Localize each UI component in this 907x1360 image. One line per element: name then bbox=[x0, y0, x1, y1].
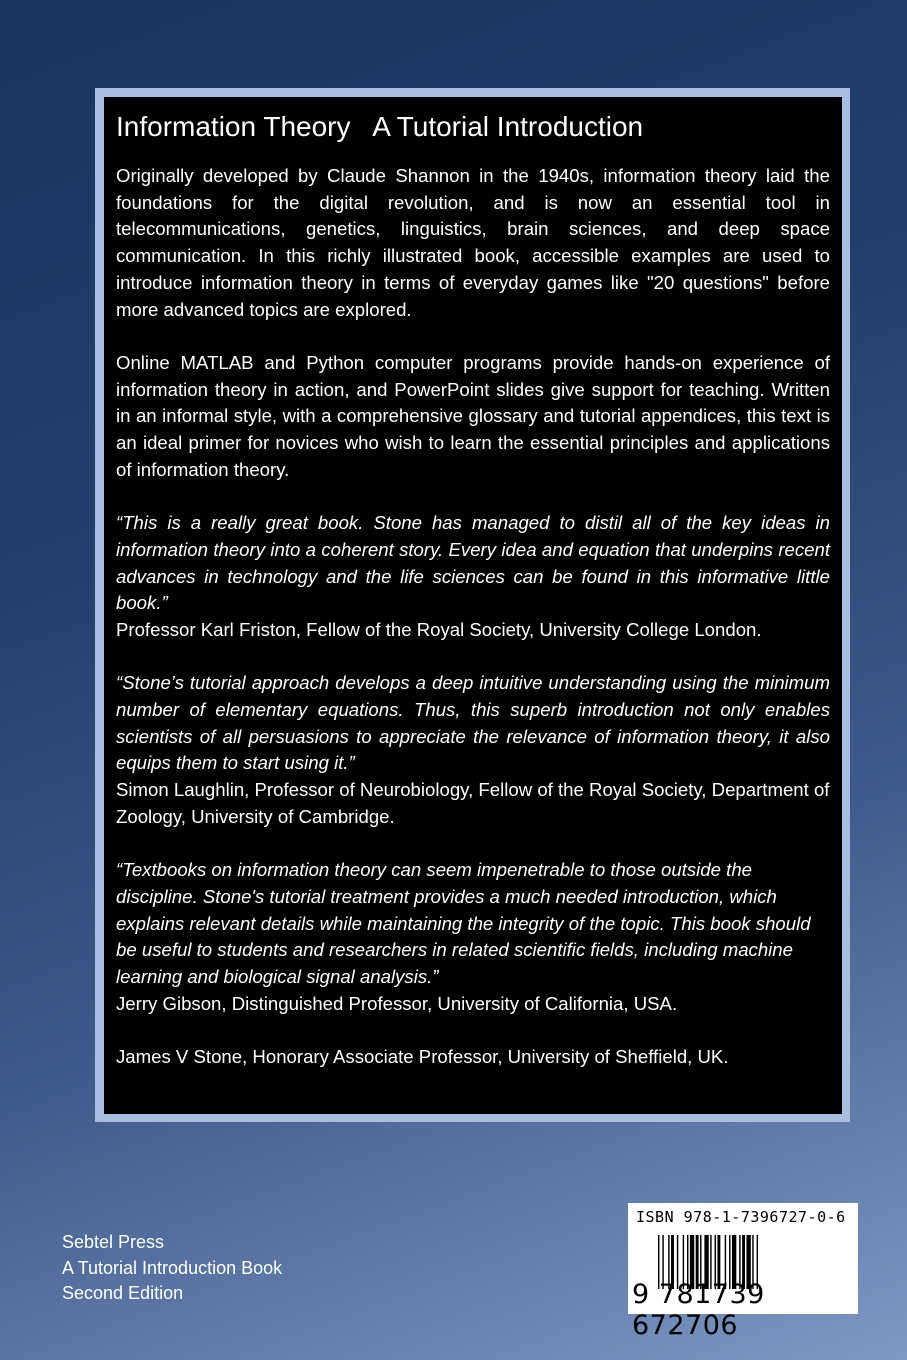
review-quote bbox=[116, 670, 830, 830]
isbn-barcode bbox=[628, 1203, 858, 1341]
quote-attribution: Professor Karl Friston, Fellow of the Royal Society, University College London. bbox=[116, 618, 762, 640]
edition: Second Edition bbox=[62, 1283, 184, 1304]
quote-text: “This is a really great book. Stone has managed to distil all of the key ideas in information theory into a coherent story. Every idea and equation that underpins recent advances in technology and the life sciences can be found in this informative little book.” bbox=[116, 512, 830, 614]
author-credit: James V Stone, Honorary Associate Professor, University of Sheffield, UK. bbox=[116, 1046, 729, 1068]
review-quote bbox=[116, 510, 830, 644]
quote-text: “Stone’s tutorial approach develops a deep intuitive understanding using the minimum number of elementary equations. Thus, this superb introduction not only enables scientists of all persuasions to appreciate the relevance of information theory, it also equips them to start using it.” bbox=[116, 672, 830, 774]
blurb-paragraph: Originally developed by Claude Shannon in the 1940s, information theory laid the foundations for the digital revolution, and is now an essential tool in telecommunications, genetics, linguistics, brain sciences, and deep space communication. In this richly illustrated book, accessible examples are used to introduce information theory in terms of everyday games like "20 questions" before more advanced topics are explored. bbox=[116, 165, 830, 320]
description-frame bbox=[95, 88, 850, 1122]
quote-attribution: Simon Laughlin, Professor of Neurobiology, Fellow of the Royal Society, Department of Zoology, University of Cambridge. bbox=[116, 779, 830, 827]
series-name: A Tutorial Introduction Book bbox=[62, 1257, 283, 1278]
publisher-name: Sebtel Press bbox=[62, 1232, 165, 1252]
publisher-info bbox=[62, 1230, 282, 1307]
description-panel bbox=[104, 97, 842, 1114]
isbn-label: ISBN 978-1-7396727-0-6 bbox=[636, 1208, 846, 1226]
blurb-paragraph: Online MATLAB and Python computer programs provide hands-on experience of information theory in action, and PowerPoint slides give support for teaching. Written in an informal style, with a comprehensive glossary and tutorial appendices, this text is an ideal primer for novices who wish to learn the essential principles and applications of information theory. bbox=[116, 351, 830, 480]
barcode-digits: 9 781739 672706 bbox=[632, 1279, 765, 1341]
quote-attribution: Jerry Gibson, Distinguished Professor, University of California, USA. bbox=[116, 992, 678, 1014]
description-body bbox=[116, 163, 830, 1098]
book-title: Information Theory A Tutorial Introduction bbox=[116, 111, 644, 142]
quote-text: “Textbooks on information theory can seem impenetrable to those outside the discipline. Stone's tutorial treatment provides a much needed introduction, which explains relevant details while maintaining the integrity of the topic. This book should be useful to students and researchers in related scientific fields, including machine learning and biological signal analysis.” bbox=[116, 859, 811, 988]
review-quote bbox=[116, 857, 830, 1017]
